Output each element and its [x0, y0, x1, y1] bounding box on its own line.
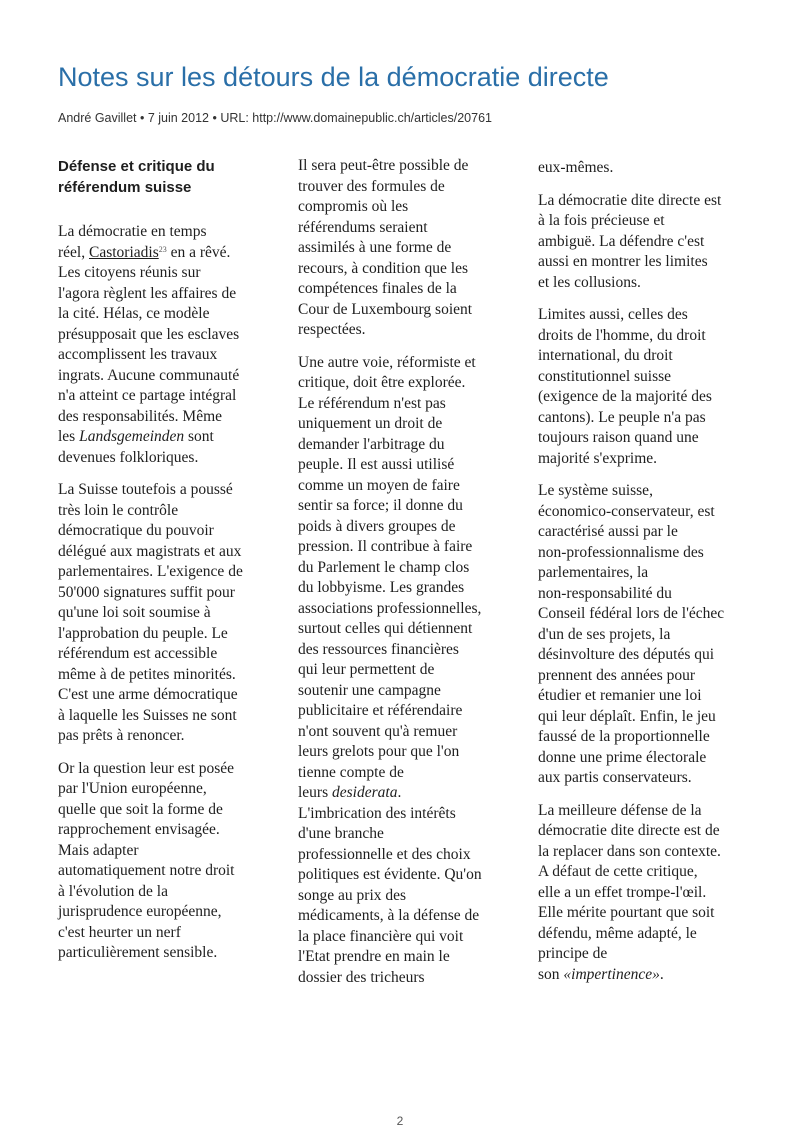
- text-line: d'un de ses projets, la: [538, 625, 671, 643]
- text-line: la place financière qui voit: [298, 927, 464, 945]
- text-line: Il sera peut-être possible de: [298, 157, 469, 174]
- castoriadis-link[interactable]: Castoriadis: [88, 243, 159, 261]
- text-line: [538, 965, 750, 986]
- text-line: respectées.: [298, 321, 366, 338]
- text-line: Conseil fédéral lors de l'échec: [538, 605, 725, 622]
- text-line: devenues folkloriques.: [58, 448, 199, 466]
- emphasis-text: Landsgemeinden: [79, 428, 185, 445]
- text-line: comme un moyen de faire: [298, 476, 460, 494]
- text-line: [58, 427, 270, 448]
- heading-line: référendum suisse: [58, 179, 192, 196]
- text-line: très loin le contrôle: [58, 501, 179, 519]
- text-line: à laquelle les Suisses ne sont: [58, 706, 237, 724]
- paragraph: [538, 481, 750, 789]
- paragraph: [538, 801, 750, 986]
- text-line: à la fois précieuse et: [538, 212, 665, 229]
- text-line: référendums seraient: [298, 218, 428, 236]
- text-line: l'agora règlent les affaires de: [58, 284, 237, 302]
- text-line: la cité. Hélas, ce modèle: [58, 305, 210, 322]
- text-line: Mais adapter: [58, 841, 139, 859]
- text-line: Le référendum n'est pas: [298, 394, 446, 412]
- text-line: la replacer dans son contexte.: [538, 842, 721, 860]
- text-line: La meilleure défense de la: [538, 801, 702, 819]
- paragraph: [538, 191, 750, 294]
- text-line: et les collusions.: [538, 273, 641, 291]
- text-line: n'ont souvent qu'à remuer: [298, 722, 458, 740]
- text-line: peuple. Il est aussi utilisé: [298, 456, 455, 473]
- text-line: sentir sa force; il donne du: [298, 497, 463, 514]
- text-line: parlementaires. L'exigence de: [58, 563, 243, 580]
- text-line: A défaut de cette critique,: [538, 863, 698, 880]
- text-line: des responsabilités. Même: [58, 407, 223, 425]
- article-title: Notes sur les détours de la démocratie directe: [58, 62, 609, 92]
- text-line: droits de l'homme, du droit: [538, 326, 706, 344]
- text-line: Le système suisse,: [538, 482, 653, 499]
- text-line: uniquement un droit de: [298, 415, 443, 432]
- text-line: du Parlement le champ clos: [298, 558, 470, 576]
- text-line: associations professionnelles,: [298, 599, 482, 617]
- text-line: non-responsabilité du: [538, 584, 672, 602]
- text-line: politiques est évidente. Qu'on: [298, 866, 482, 883]
- text-line: même à de petites minorités.: [58, 665, 236, 683]
- text-line: défendu, même adapté, le: [538, 924, 697, 942]
- text-line: aussi en montrer les limites: [538, 253, 708, 270]
- text-fragment: son: [538, 965, 564, 983]
- text-line: international, du droit: [538, 347, 673, 364]
- text-line: C'est une arme démocratique: [58, 686, 238, 703]
- text-line: parlementaires, la: [538, 564, 649, 581]
- text-fragment: les: [58, 428, 80, 445]
- text-line: compétences finales de la: [298, 280, 457, 297]
- text-line: prennent des années pour: [538, 666, 696, 684]
- paragraph: [538, 158, 750, 179]
- text-fragment: réel,: [58, 243, 89, 261]
- text-line: à l'évolution de la: [58, 882, 168, 900]
- heading-line: Défense et critique du: [58, 158, 215, 175]
- text-line: recours, à condition que les: [298, 259, 469, 277]
- text-line: [298, 783, 510, 804]
- section-heading: [58, 156, 270, 198]
- text-line: L'imbrication des intérêts: [298, 804, 456, 822]
- column-2: [298, 156, 510, 1000]
- text-line: automatiquement notre droit: [58, 862, 235, 879]
- text-fragment: .: [397, 784, 402, 801]
- text-line: accomplissent les travaux: [58, 346, 218, 363]
- text-line: particulièrement sensible.: [58, 944, 218, 961]
- text-line: principe de: [538, 945, 608, 962]
- text-line: pas prêts à renoncer.: [58, 727, 185, 744]
- text-line: Une autre voie, réformiste et: [298, 353, 476, 371]
- emphasis-text: desiderata: [332, 784, 398, 801]
- paragraph: [298, 156, 510, 341]
- text-line: Elle mérite pourtant que soit: [538, 904, 715, 921]
- column-1: [58, 156, 270, 976]
- text-line: La démocratie dite directe est: [538, 191, 722, 209]
- text-line: étudier et remanier une loi: [538, 687, 702, 704]
- text-fragment: leurs: [298, 784, 333, 801]
- text-line: critique, doit être explorée.: [298, 374, 466, 391]
- text-line: jurisprudence européenne,: [58, 903, 222, 920]
- paragraph: [58, 480, 270, 747]
- text-line: La démocratie en temps: [58, 223, 207, 240]
- article-byline: André Gavillet • 7 juin 2012 • URL: http://www.domainepublic.ch/articles/20761: [58, 111, 492, 125]
- text-line: compromis où les: [298, 198, 409, 215]
- text-line: 50'000 signatures suffit pour: [58, 583, 235, 601]
- text-line: ingrats. Aucune communauté: [58, 366, 240, 384]
- text-line: publicitaire et référendaire: [298, 702, 463, 719]
- page-number: 2: [396, 1114, 404, 1128]
- text-line: donne une prime électorale: [538, 748, 707, 766]
- text-line: qui leur déplaît. Enfin, le jeu: [538, 707, 716, 725]
- text-line: quelle que soit la forme de: [58, 800, 223, 818]
- text-line: leurs grelots pour que l'on: [298, 743, 460, 760]
- text-line: du lobbyisme. Les grandes: [298, 579, 465, 596]
- text-line: des ressources financières: [298, 640, 459, 658]
- text-line: dossier des tricheurs: [298, 968, 425, 986]
- text-fragment: .: [659, 965, 664, 983]
- text-line: médicaments, à la défense de: [298, 907, 480, 924]
- text-line: aux partis conservateurs.: [538, 769, 692, 786]
- text-line: ambiguë. La défendre c'est: [538, 232, 705, 250]
- text-line: référendum est accessible: [58, 645, 218, 662]
- text-line: rapprochement envisagée.: [58, 821, 220, 838]
- text-line: n'a atteint ce partage intégral: [58, 387, 237, 404]
- text-line: trouver des formules de: [298, 177, 445, 195]
- text-line: présupposait que les esclaves: [58, 325, 240, 343]
- text-fragment: en a rêvé.: [166, 243, 231, 261]
- text-line: songe au prix des: [298, 886, 407, 904]
- text-line: elle a un effet trompe-l'œil.: [538, 883, 707, 901]
- text-line: (exigence de la majorité des: [538, 388, 712, 405]
- text-line: La Suisse toutefois a poussé: [58, 481, 233, 498]
- text-line: d'une branche: [298, 825, 384, 842]
- text-line: l'Etat prendre en main le: [298, 948, 450, 965]
- text-line: Cour de Luxembourg soient: [298, 300, 473, 318]
- text-line: Limites aussi, celles des: [538, 306, 688, 323]
- column-3: [538, 158, 750, 997]
- text-line: l'approbation du peuple. Le: [58, 624, 228, 642]
- text-line: économico-conservateur, est: [538, 502, 715, 520]
- footnote-ref[interactable]: 23: [158, 244, 167, 254]
- text-line: faussé de la proportionnelle: [538, 728, 710, 745]
- text-line: toujours raison quand une: [538, 429, 699, 446]
- text-line: surtout celles qui détiennent: [298, 620, 473, 637]
- text-line: désinvolture des députés qui: [538, 646, 715, 663]
- text-line: soutenir une campagne: [298, 681, 441, 699]
- text-line: Or la question leur est posée: [58, 759, 235, 777]
- text-line: tienne compte de: [298, 763, 404, 781]
- text-line: démocratie dite directe est de: [538, 822, 720, 839]
- text-line: pression. Il contribue à faire: [298, 538, 473, 555]
- paragraph: [58, 759, 270, 964]
- text-fragment: sont: [184, 428, 214, 445]
- text-line: professionnelle et des choix: [298, 845, 471, 863]
- text-line: démocratique du pouvoir: [58, 522, 214, 539]
- text-line: Les citoyens réunis sur: [58, 264, 201, 281]
- text-line: c'est heurter un nerf: [58, 923, 181, 941]
- text-line: poids à divers groupes de: [298, 517, 456, 535]
- paragraph: [58, 222, 270, 468]
- text-line: assimilés à une forme de: [298, 239, 452, 256]
- text-line: caractérisé aussi par le: [538, 523, 678, 540]
- text-line: [58, 243, 270, 264]
- text-line: qu'une loi soit soumise à: [58, 604, 211, 621]
- text-line: demander l'arbitrage du: [298, 435, 445, 453]
- emphasis-text: «impertinence»: [563, 965, 660, 983]
- text-line: cantons). Le peuple n'a pas: [538, 408, 706, 426]
- text-line: qui leur permettent de: [298, 661, 435, 678]
- text-line: majorité s'exprime.: [538, 449, 658, 467]
- text-line: eux-mêmes.: [538, 159, 614, 176]
- text-line: par l'Union européenne,: [58, 780, 207, 797]
- text-line: constitutionnel suisse: [538, 367, 672, 385]
- text-line: non-professionnalisme des: [538, 543, 704, 561]
- text-line: délégué aux magistrats et aux: [58, 542, 242, 560]
- paragraph: [298, 353, 510, 989]
- paragraph: [538, 305, 750, 469]
